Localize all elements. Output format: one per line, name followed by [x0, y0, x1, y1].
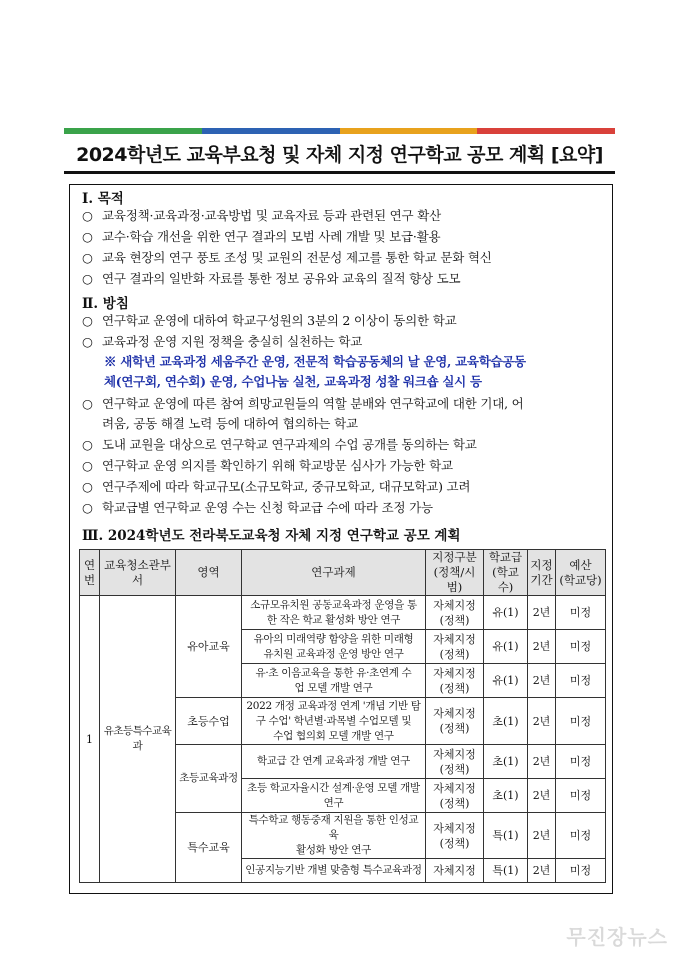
- cell-period: 2년: [528, 779, 556, 813]
- cell-task: 유아의 미래역량 함양을 위한 미래형 유치원 교육과정 운영 방안 연구: [242, 630, 426, 664]
- cell-type: 자체지정 (정책): [426, 813, 484, 859]
- title-underline: [64, 171, 615, 174]
- title-color-bar: [64, 128, 615, 134]
- bullet-icon: ○: [82, 208, 93, 223]
- purpose-item: ○ 교육정책·교육과정·교육방법 및 교육자료 등과 관련된 연구 확산: [82, 208, 441, 223]
- cell-budget: 미정: [556, 630, 606, 664]
- cell-period: 2년: [528, 664, 556, 698]
- bullet-icon: ○: [82, 458, 93, 473]
- cell-level: 유(1): [484, 664, 528, 698]
- bullet-icon: ○: [82, 313, 93, 328]
- col-header-level: 학교급 (학교수): [484, 550, 528, 596]
- col-header-period: 지정 기간: [528, 550, 556, 596]
- cell-type: 자체지정: [426, 859, 484, 883]
- cell-period: 2년: [528, 859, 556, 883]
- col-header-type: 지정구분 (정책/시범): [426, 550, 484, 596]
- cell-area: 특수교육: [176, 813, 242, 883]
- cell-task: 특수학교 행동중재 지원을 통한 인성교육 활성화 방안 연구: [242, 813, 426, 859]
- cell-period: 2년: [528, 698, 556, 745]
- cell-task: 학교급 간 연계 교육과정 개발 연구: [242, 745, 426, 779]
- cell-level: 초(1): [484, 698, 528, 745]
- cell-budget: 미정: [556, 596, 606, 630]
- bullet-icon: ○: [82, 437, 93, 452]
- cell-level: 초(1): [484, 745, 528, 779]
- policy-item: ○ 연구학교 운영 의지를 확인하기 위해 학교방문 심사가 가능한 학교: [82, 458, 453, 473]
- bullet-icon: ○: [82, 250, 93, 265]
- section-plan-heading: Ⅲ. 2024학년도 전라북도교육청 자체 지정 연구학교 공모 계획: [82, 528, 461, 544]
- policy-item: ○ 연구학교 운영에 대하여 학교구성원의 3분의 2 이상이 동의한 학교: [82, 313, 457, 328]
- cell-level: 초(1): [484, 779, 528, 813]
- cell-budget: 미정: [556, 698, 606, 745]
- cell-budget: 미정: [556, 859, 606, 883]
- cell-budget: 미정: [556, 813, 606, 859]
- cell-type: 자체지정 (정책): [426, 779, 484, 813]
- policy-note-line: 체(연구회, 연수회) 운영, 수업나눔 실천, 교육과정 성찰 워크숍 실시 등: [104, 374, 482, 389]
- bullet-icon: ○: [82, 229, 93, 244]
- section-purpose-heading: Ⅰ. 목적: [82, 191, 124, 207]
- plan-table: [79, 549, 606, 883]
- page-title: 2024학년도 교육부요청 및 자체 지정 연구학교 공모 계획 [요약]: [76, 144, 603, 166]
- cell-period: 2년: [528, 813, 556, 859]
- purpose-item: ○ 연구 결과의 일반화 자료를 통한 정보 공유와 교육의 질적 향상 도모: [82, 271, 461, 286]
- cell-task: 소규모유치원 공동교육과정 운영을 통 한 작은 학교 활성화 방안 연구: [242, 596, 426, 630]
- purpose-item: ○ 교수·학습 개선을 위한 연구 결과의 모범 사례 개발 및 보급·활용: [82, 229, 441, 244]
- color-bar-orange: [340, 128, 478, 134]
- bullet-icon: ○: [82, 334, 93, 349]
- cell-level: 유(1): [484, 630, 528, 664]
- col-header-budget: 예산 (학교당): [556, 550, 606, 596]
- policy-note-line: ※ 새학년 교육과정 세움주간 운영, 전문적 학습공동체의 날 운영, 교육학습공동: [104, 354, 526, 369]
- cell-type: 자체지정 (정책): [426, 596, 484, 630]
- cell-type: 자체지정 (정책): [426, 664, 484, 698]
- policy-item: ○ 연구학교 운영에 따른 참여 희망교원들의 역할 분배와 연구학교에 대한 기대, 어: [82, 396, 524, 411]
- bullet-icon: ○: [82, 500, 93, 515]
- cell-period: 2년: [528, 630, 556, 664]
- cell-budget: 미정: [556, 745, 606, 779]
- table-header-row: [80, 550, 606, 596]
- cell-dept: 유초등특수교육과: [100, 596, 176, 883]
- cell-task: 인공지능기반 개별 맞춤형 특수교육과정: [242, 859, 426, 883]
- cell-type: 자체지정 (정책): [426, 698, 484, 745]
- cell-area: 유아교육: [176, 596, 242, 698]
- policy-item: ○ 학교급별 연구학교 운영 수는 신청 학교급 수에 따라 조정 가능: [82, 500, 433, 515]
- watermark-logo: 무진장뉴스: [566, 925, 668, 949]
- cell-type: 자체지정 (정책): [426, 630, 484, 664]
- cell-task: 유·초 이음교육을 통한 유·초연계 수 업 모델 개발 연구: [242, 664, 426, 698]
- cell-area: 초등수업: [176, 698, 242, 745]
- table-row: [80, 596, 606, 630]
- policy-item: ○ 교육과정 운영 지원 정책을 충실히 실천하는 학교: [82, 334, 363, 349]
- cell-budget: 미정: [556, 664, 606, 698]
- cell-area: 초등교육과정: [176, 745, 242, 813]
- section-policy-heading: Ⅱ. 방침: [82, 296, 129, 312]
- cell-level: 유(1): [484, 596, 528, 630]
- cell-budget: 미정: [556, 779, 606, 813]
- cell-task: 초등 학교자율시간 설계·운영 모델 개발 연구: [242, 779, 426, 813]
- cell-task: 2022 개정 교육과정 연계 '개념 기반 탐 구 수업' 학년별·과목별 수업모델 및 수업 협의회 모델 개발 연구: [242, 698, 426, 745]
- color-bar-green: [64, 128, 202, 134]
- policy-item-continued: 려움, 공동 해결 노력 등에 대하여 협의하는 학교: [102, 416, 358, 431]
- col-header-dept: 교육청소관부서: [100, 550, 176, 596]
- cell-type: 자체지정 (정책): [426, 745, 484, 779]
- color-bar-blue: [202, 128, 340, 134]
- bullet-icon: ○: [82, 271, 93, 286]
- cell-no: 1: [80, 596, 100, 883]
- color-bar-red: [477, 128, 615, 134]
- cell-level: 특(1): [484, 813, 528, 859]
- col-header-task: 연구과제: [242, 550, 426, 596]
- cell-period: 2년: [528, 596, 556, 630]
- col-header-no: 연 번: [80, 550, 100, 596]
- policy-item: ○ 연구주제에 따라 학교규모(소규모학교, 중규모학교, 대규모학교) 고려: [82, 479, 471, 494]
- cell-level: 특(1): [484, 859, 528, 883]
- bullet-icon: ○: [82, 479, 93, 494]
- policy-item: ○ 도내 교원을 대상으로 연구학교 연구과제의 수업 공개를 동의하는 학교: [82, 437, 477, 452]
- col-header-area: 영역: [176, 550, 242, 596]
- cell-period: 2년: [528, 745, 556, 779]
- bullet-icon: ○: [82, 396, 93, 411]
- purpose-item: ○ 교육 현장의 연구 풍토 조성 및 교원의 전문성 제고를 통한 학교 문화 혁신: [82, 250, 492, 265]
